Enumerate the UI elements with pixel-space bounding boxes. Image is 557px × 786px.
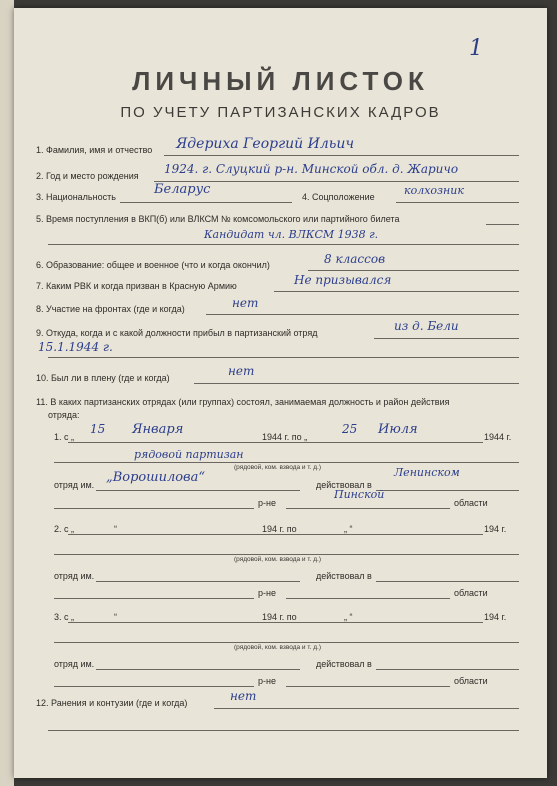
service-2-to-marks: „ “ — [344, 524, 353, 534]
field-5-line-a — [486, 224, 519, 225]
service-1-region-label: области — [454, 498, 488, 508]
service-3-to-year: 194 г. — [484, 612, 507, 622]
field-4-label: 4. Соцположение — [302, 192, 375, 202]
field-4-line — [396, 202, 519, 203]
field-5-label: 5. Время поступления в ВКП(б) или ВЛКСМ № комсомольского или партийного билета — [36, 214, 400, 224]
field-12-value: нет — [230, 689, 257, 703]
service-1-to-year: 1944 г. — [484, 432, 512, 442]
field-10-line — [194, 383, 519, 384]
service-2-acted-label: действовал в — [316, 571, 372, 581]
field-12-line — [214, 708, 519, 709]
service-1-unit-line — [96, 490, 300, 491]
service-2-region-line — [286, 598, 450, 599]
service-1-date-line — [68, 442, 483, 443]
form-subtitle: ПО УЧЕТУ ПАРТИЗАНСКИХ КАДРОВ — [120, 104, 441, 121]
service-3-acted-label: действовал в — [316, 659, 372, 669]
service-3-unit-line — [96, 669, 300, 670]
page-edge — [0, 0, 14, 786]
field-11-label: 11. В каких партизанских отрядах (или группах) состоял, занимаемая должность и район действия — [36, 397, 450, 407]
service-2-to-year: 194 г. — [484, 524, 507, 534]
field-7-value: Не призывался — [294, 273, 392, 287]
service-1-district-line — [54, 508, 254, 509]
service-3-unit-label: отряд им. — [54, 659, 95, 669]
service-3-to-marks: „ “ — [344, 612, 353, 622]
field-2-value: 1924. г. Слуцкий р-н. Минской обл. д. Жаричо — [164, 162, 459, 176]
service-1-role-line — [54, 462, 519, 463]
field-12-line-b — [48, 730, 519, 731]
service-1-region: Пинской — [334, 488, 385, 501]
field-9-value: из д. Бели — [394, 319, 459, 333]
field-7-label: 7. Каким РВК и когда призван в Красную Армию — [36, 281, 237, 291]
field-7-line — [274, 291, 519, 292]
service-2-role-caption: (рядовой, ком. взвода и т. д.) — [234, 556, 321, 563]
service-1-from-prefix: 1. с „ — [54, 432, 75, 442]
service-2-unit-label: отряд им. — [54, 571, 95, 581]
service-2-role-line — [54, 554, 519, 555]
field-3-label: 3. Национальность — [36, 192, 116, 202]
service-3-from-year: 194 г. по — [262, 612, 297, 622]
field-9-line-a — [374, 338, 519, 339]
service-1-from-year: 1944 г. по „ — [262, 432, 308, 442]
service-1-role-caption: (рядовой, ком. взвода и т. д.) — [234, 464, 321, 471]
service-3-region-label: области — [454, 676, 488, 686]
field-5-value: Кандидат чл. ВЛКСМ 1938 г. — [204, 228, 379, 241]
field-6-value: 8 классов — [324, 252, 386, 266]
field-8-value: нет — [232, 296, 259, 310]
field-1-value: Ядериха Георгий Ильич — [176, 136, 355, 152]
service-3-role-line — [54, 642, 519, 643]
field-12-label: 12. Ранения и контузии (где и когда) — [36, 698, 188, 708]
page-number: 1 — [469, 36, 483, 61]
service-2-district-line — [54, 598, 254, 599]
service-3-acted-line — [376, 669, 519, 670]
service-1-acted-line — [376, 490, 519, 491]
service-2-district-label: р-не — [258, 588, 276, 598]
service-1-district-label: р-не — [258, 498, 276, 508]
field-9-value-2: 15.1.1944 г. — [38, 340, 113, 354]
service-3-region-line — [286, 686, 450, 687]
service-3-role-caption: (рядовой, ком. взвода и т. д.) — [234, 644, 321, 651]
service-2-date-line — [68, 534, 483, 535]
service-1-acted-label: действовал в — [316, 480, 372, 490]
service-1-to-month: Июля — [378, 422, 418, 437]
service-2-unit-line — [96, 581, 300, 582]
form-title: ЛИЧНЫЙ ЛИСТОК — [132, 66, 429, 96]
service-2-from-mark: “ — [114, 524, 117, 534]
field-5-line-b — [48, 244, 519, 245]
service-1-to-day: 25 — [342, 422, 358, 436]
service-1-from-month: Января — [132, 422, 184, 437]
service-3-from-prefix: 3. с „ — [54, 612, 75, 622]
document-sheet — [14, 8, 547, 778]
field-6-line — [308, 270, 519, 271]
service-1-unit: „Ворошилова“ — [106, 470, 206, 485]
field-3-value: Беларус — [154, 182, 211, 197]
field-3-line — [120, 202, 292, 203]
field-1-label: 1. Фамилия, имя и отчество — [36, 145, 153, 155]
service-1-role: рядовой партизан — [134, 448, 244, 461]
field-10-label: 10. Был ли в плену (где и когда) — [36, 373, 170, 383]
field-8-label: 8. Участие на фронтах (где и когда) — [36, 304, 185, 314]
field-1-line — [164, 155, 519, 156]
field-4-value: колхозник — [404, 184, 464, 197]
service-2-from-year: 194 г. по — [262, 524, 297, 534]
service-2-acted-line — [376, 581, 519, 582]
field-6-label: 6. Образование: общее и военное (что и когда окончил) — [36, 260, 270, 270]
field-9-line-b — [48, 357, 519, 358]
service-1-from-day: 15 — [90, 422, 106, 436]
field-11-label-2: отряда: — [48, 410, 80, 420]
service-3-from-mark: “ — [114, 612, 117, 622]
service-1-region-line — [286, 508, 450, 509]
field-10-value: нет — [228, 364, 255, 378]
field-2-label: 2. Год и место рождения — [36, 171, 139, 181]
service-3-district-label: р-не — [258, 676, 276, 686]
field-8-line — [206, 314, 519, 315]
service-1-unit-label: отряд им. — [54, 480, 95, 490]
field-9-label: 9. Откуда, когда и с какой должности прибыл в партизанский отряд — [36, 328, 318, 338]
service-3-date-line — [68, 622, 483, 623]
service-2-from-prefix: 2. с „ — [54, 524, 75, 534]
service-1-district: Ленинском — [394, 466, 460, 479]
service-2-region-label: области — [454, 588, 488, 598]
service-3-district-line — [54, 686, 254, 687]
